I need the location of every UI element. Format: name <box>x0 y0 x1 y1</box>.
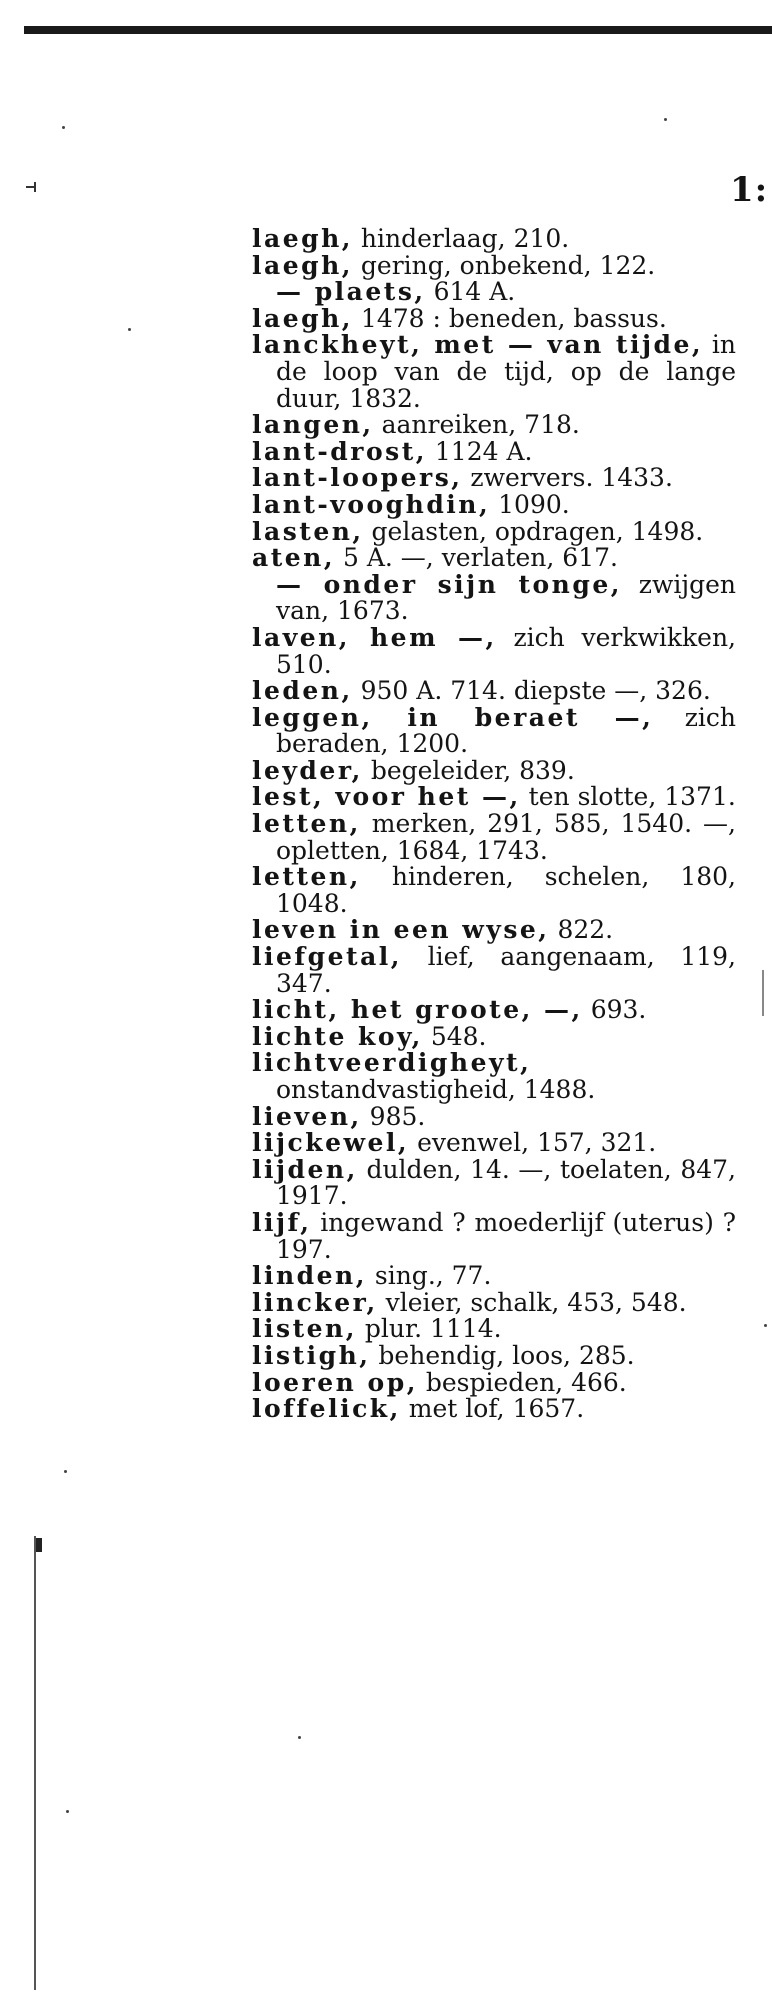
entry-headword: listigh, <box>252 1340 371 1370</box>
scan-speck <box>66 1810 69 1813</box>
glossary-entry <box>252 226 736 253</box>
page-number: 1: <box>730 170 769 210</box>
entry-headword: loeren op, <box>252 1367 418 1397</box>
entry-headword: leven in een wyse, <box>252 915 550 945</box>
entry-gloss: met lof, 1657. <box>400 1394 585 1424</box>
glossary-entry <box>252 279 736 306</box>
glossary-entry <box>252 678 736 705</box>
entry-gloss: plur. 1114. <box>356 1314 502 1344</box>
entry-headword: letten, <box>252 809 361 839</box>
glossary-entry <box>252 1101 736 1131</box>
entry-headword: lant-loopers, <box>252 463 463 493</box>
entry-gloss: 548. <box>422 1021 487 1051</box>
entry-gloss: zich beraden, 1200. <box>276 702 736 759</box>
glossary-entry <box>252 465 736 492</box>
scan-speck <box>64 1470 67 1473</box>
entry-gloss: 693. <box>582 995 647 1025</box>
entry-gloss: 985. <box>361 1101 426 1131</box>
glossary-entry <box>252 489 736 519</box>
entry-gloss: 822. <box>549 915 614 945</box>
margin-mark <box>34 1536 36 1990</box>
glossary-entry <box>252 250 736 280</box>
scan-speck <box>128 328 131 331</box>
entry-gloss: 5 A. —, verlaten, 617. <box>335 543 618 573</box>
entry-gloss: aanreiken, 718. <box>373 410 580 440</box>
glossary-entry <box>252 569 736 626</box>
entry-headword: — onder sijn tonge, <box>276 569 622 599</box>
entry-gloss: 1124 A. <box>426 436 533 466</box>
entry-gloss: zwervers. 1433. <box>462 463 673 493</box>
glossary-entries <box>252 226 736 1423</box>
entry-headword: lichte koy, <box>252 1021 423 1051</box>
entry-headword: — plaets, <box>276 277 426 307</box>
margin-mark <box>36 1538 42 1552</box>
entry-gloss: ingewand ? moederlijf (uterus) ? 197. <box>276 1207 736 1264</box>
glossary-entry <box>252 1287 736 1317</box>
entry-gloss: hinderen, schelen, 180, 1048. <box>276 862 736 918</box>
entry-headword: leggen, in beraet —, <box>252 702 654 732</box>
entry-headword: lieven, <box>252 1101 362 1131</box>
entry-gloss: behendig, loos, 285. <box>370 1340 635 1370</box>
entry-headword: lest, voor het —, <box>252 782 521 812</box>
entry-gloss: ten slotte, 1371. <box>520 782 736 812</box>
margin-mark <box>34 182 36 192</box>
entry-gloss: dulden, 14. —, toelaten, 847, 1917. <box>276 1154 736 1211</box>
scan-speck <box>664 118 667 121</box>
margin-mark <box>762 970 764 1016</box>
entry-headword: leyder, <box>252 755 363 785</box>
entry-gloss: 614 A. <box>425 277 516 307</box>
entry-gloss: vleier, schalk, 453, 548. <box>377 1287 687 1317</box>
glossary-entry <box>252 303 736 333</box>
glossary-entry <box>252 755 736 785</box>
entry-headword: listen, <box>252 1314 357 1344</box>
scan-speck <box>62 126 65 129</box>
glossary-entry <box>252 1396 736 1423</box>
glossary-entry <box>252 944 736 997</box>
entry-headword: lincker, <box>252 1287 378 1317</box>
entry-gloss: zich verkwikken, 510. <box>276 622 736 679</box>
glossary-entry <box>252 1050 736 1103</box>
entry-headword: lasten, <box>252 516 364 546</box>
entry-gloss: begeleider, 839. <box>362 755 575 785</box>
glossary-entry <box>252 412 736 439</box>
glossary-entry <box>252 545 736 572</box>
entry-headword: loffelick, <box>252 1394 401 1424</box>
entry-headword: leden, <box>252 676 353 706</box>
scan-speck <box>764 1324 767 1327</box>
glossary-entry <box>252 436 736 466</box>
scan-speck <box>298 1736 301 1739</box>
entry-headword: laven, hem —, <box>252 622 497 652</box>
glossary-entry <box>252 784 736 811</box>
glossary-entry <box>252 1207 736 1264</box>
glossary-entry <box>252 1021 736 1051</box>
entry-headword: linden, <box>252 1261 367 1291</box>
entry-headword: laegh, <box>252 303 353 333</box>
entry-headword: lant-vooghdin, <box>252 489 491 519</box>
glossary-entry <box>252 811 736 864</box>
entry-gloss: onstandvastigheid, 1488. <box>276 1075 596 1104</box>
entry-headword: lant-drost, <box>252 436 427 466</box>
glossary-entry <box>252 1263 736 1290</box>
glossary-entry <box>252 917 736 944</box>
entry-gloss: merken, 291, 585, 1540. —, opletten, 1684, 1743. <box>276 809 736 865</box>
entry-gloss: sing., 77. <box>366 1261 492 1291</box>
glossary-entry <box>252 864 736 917</box>
entry-headword: lijf, <box>252 1207 312 1237</box>
glossary-entry <box>252 702 736 759</box>
entry-gloss: gelasten, opdragen, 1498. <box>363 516 704 546</box>
entry-headword: licht, het groote, —, <box>252 995 583 1025</box>
glossary-entry <box>252 997 736 1024</box>
entry-gloss: bespieden, 466. <box>417 1367 627 1397</box>
entry-gloss: hinderlaag, 210. <box>352 224 570 253</box>
entry-headword: lijden, <box>252 1154 358 1184</box>
entry-gloss: gering, onbekend, 122. <box>352 250 656 280</box>
glossary-entry <box>252 1130 736 1157</box>
entry-gloss: zwijgen van, 1673. <box>276 569 736 626</box>
entry-gloss: 1090. <box>490 489 570 519</box>
glossary-entry <box>252 1367 736 1397</box>
entry-headword: letten, <box>252 862 361 892</box>
top-rule <box>24 26 772 34</box>
glossary-entry <box>252 1340 736 1370</box>
entry-gloss: evenwel, 157, 321. <box>409 1128 657 1158</box>
entry-gloss: 1478 : beneden, bassus. <box>352 303 667 333</box>
glossary-entry <box>252 516 736 546</box>
glossary-entry <box>252 332 736 412</box>
entry-gloss: 950 A. 714. diepste —, 326. <box>352 676 711 706</box>
glossary-entry <box>252 1316 736 1343</box>
glossary-entry <box>252 622 736 679</box>
glossary-entry <box>252 1154 736 1211</box>
entry-headword: lanckheyt, met — van tijde, <box>252 330 704 360</box>
entry-headword: lichtveerdigheyt, <box>252 1048 532 1078</box>
entry-headword: laegh, <box>252 224 353 253</box>
entry-headword: liefgetal, <box>252 942 402 972</box>
entry-headword: aten, <box>252 543 336 573</box>
entry-headword: laegh, <box>252 250 353 280</box>
entry-headword: lijckewel, <box>252 1128 410 1158</box>
entry-headword: langen, <box>252 410 374 440</box>
entry-gloss: in de loop van de tijd, op de lange duur, 1832. <box>276 330 736 413</box>
entry-gloss: lief, aangenaam, 119, 347. <box>276 942 736 998</box>
